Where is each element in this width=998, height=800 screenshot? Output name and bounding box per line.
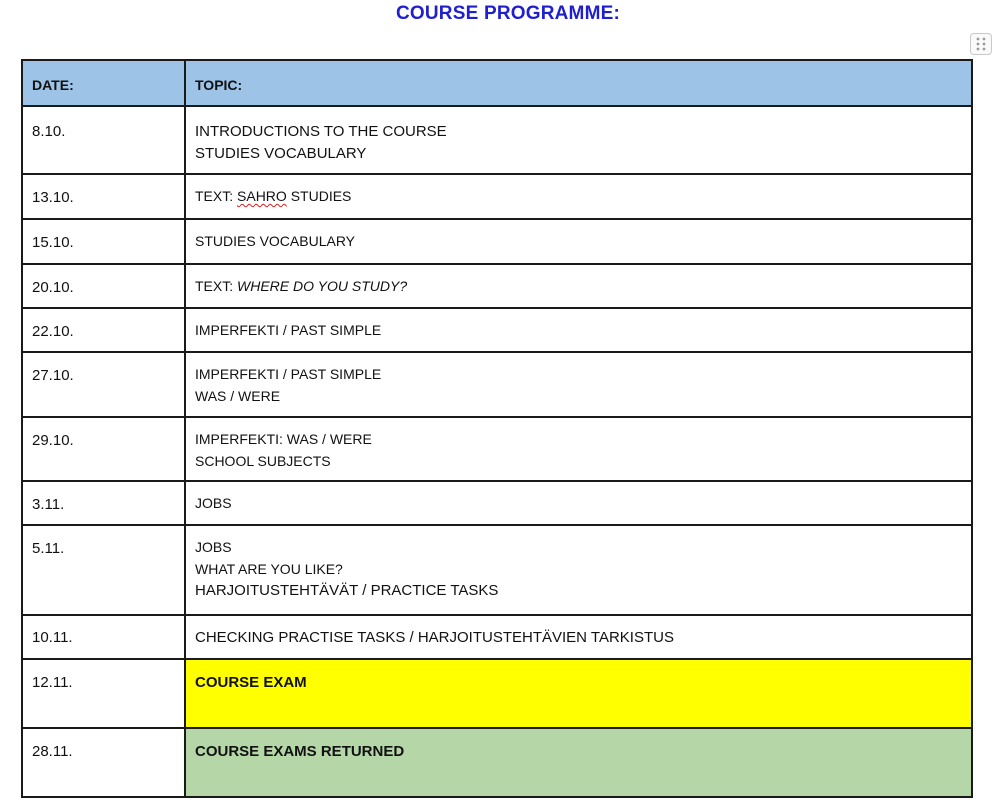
date-cell: [22, 417, 185, 481]
drag-grip-icon: [971, 34, 991, 54]
date-text: 20.10.: [32, 279, 74, 296]
table-row: [22, 525, 972, 615]
table-row: [22, 174, 972, 219]
topic-line: IMPERFEKTI: WAS / WERE: [195, 431, 372, 447]
table-row: [22, 417, 972, 481]
topic-cell: [185, 525, 972, 615]
header-topic: [185, 60, 972, 106]
date-cell: [22, 728, 185, 797]
topic-cell: [185, 615, 972, 659]
topic-line: COURSE EXAM: [195, 674, 307, 691]
date-text: 12.11.: [32, 674, 73, 691]
table-row: [22, 352, 972, 417]
topic-emphasis: WHERE DO YOU STUDY?: [237, 278, 408, 294]
table-header-row: [22, 60, 972, 106]
misspelled-word[interactable]: SAHRO: [237, 188, 287, 204]
date-text: 8.10.: [32, 123, 66, 140]
table-row: [22, 219, 972, 264]
date-text: 29.10.: [32, 432, 74, 449]
date-cell: [22, 264, 185, 308]
table-move-handle[interactable]: [970, 33, 992, 55]
date-text: 10.11.: [32, 629, 73, 646]
topic-prefix: TEXT:: [195, 278, 238, 294]
table-row: [22, 481, 972, 525]
topic-cell: [185, 219, 972, 264]
date-text: 15.10.: [32, 234, 74, 251]
topic-cell: [185, 352, 972, 417]
date-cell: [22, 219, 185, 264]
topic-line: STUDIES VOCABULARY: [195, 145, 367, 162]
page-title: COURSE PROGRAMME:: [395, 3, 620, 24]
table-row: [22, 615, 972, 659]
table-row: [22, 308, 972, 352]
topic-cell: [185, 106, 972, 174]
topic-line: STUDIES VOCABULARY: [195, 233, 356, 249]
date-cell: [22, 352, 185, 417]
header-topic-label: TOPIC:: [195, 77, 243, 93]
topic-line: IMPERFEKTI / PAST SIMPLE: [195, 322, 382, 338]
topic-line: IMPERFEKTI / PAST SIMPLE: [195, 366, 382, 382]
table-row: [22, 659, 972, 728]
topic-line: WHAT ARE YOU LIKE?: [195, 561, 343, 577]
date-cell: [22, 659, 185, 728]
date-text: 3.11.: [32, 496, 65, 513]
topic-line: HARJOITUSTEHTÄVÄT / PRACTICE TASKS: [195, 582, 499, 599]
topic-line: WAS / WERE: [195, 388, 281, 404]
table-row: [22, 728, 972, 797]
header-date: [22, 60, 185, 106]
date-text: 27.10.: [32, 367, 74, 384]
topic-line: JOBS: [195, 495, 232, 511]
topic-cell: [185, 308, 972, 352]
topic-suffix: STUDIES: [286, 188, 352, 204]
topic-line: COURSE EXAMS RETURNED: [195, 743, 405, 760]
date-cell: [22, 174, 185, 219]
date-cell: [22, 525, 185, 615]
date-cell: [22, 481, 185, 525]
topic-cell: [185, 481, 972, 525]
date-text: 13.10.: [32, 189, 74, 206]
topic-cell-highlighted: [185, 728, 972, 797]
table-row: [22, 106, 972, 174]
date-cell: [22, 615, 185, 659]
course-programme-table: [21, 59, 973, 798]
topic-prefix: TEXT:: [195, 188, 238, 204]
date-cell: [22, 308, 185, 352]
topic-cell: [185, 417, 972, 481]
topic-line: INTRODUCTIONS TO THE COURSE: [195, 123, 447, 140]
header-date-label: DATE:: [32, 77, 74, 93]
topic-cell-highlighted: [185, 659, 972, 728]
date-text: 5.11.: [32, 540, 65, 557]
topic-cell: [185, 264, 972, 308]
date-text: 28.11.: [32, 743, 73, 760]
topic-cell: [185, 174, 972, 219]
topic-line: SCHOOL SUBJECTS: [195, 453, 331, 469]
date-text: 22.10.: [32, 323, 74, 340]
topic-line: CHECKING PRACTISE TASKS / HARJOITUSTEHTÄVIEN TARKISTUS: [195, 629, 674, 646]
topic-line: JOBS: [195, 539, 232, 555]
table-row: [22, 264, 972, 308]
date-cell: [22, 106, 185, 174]
